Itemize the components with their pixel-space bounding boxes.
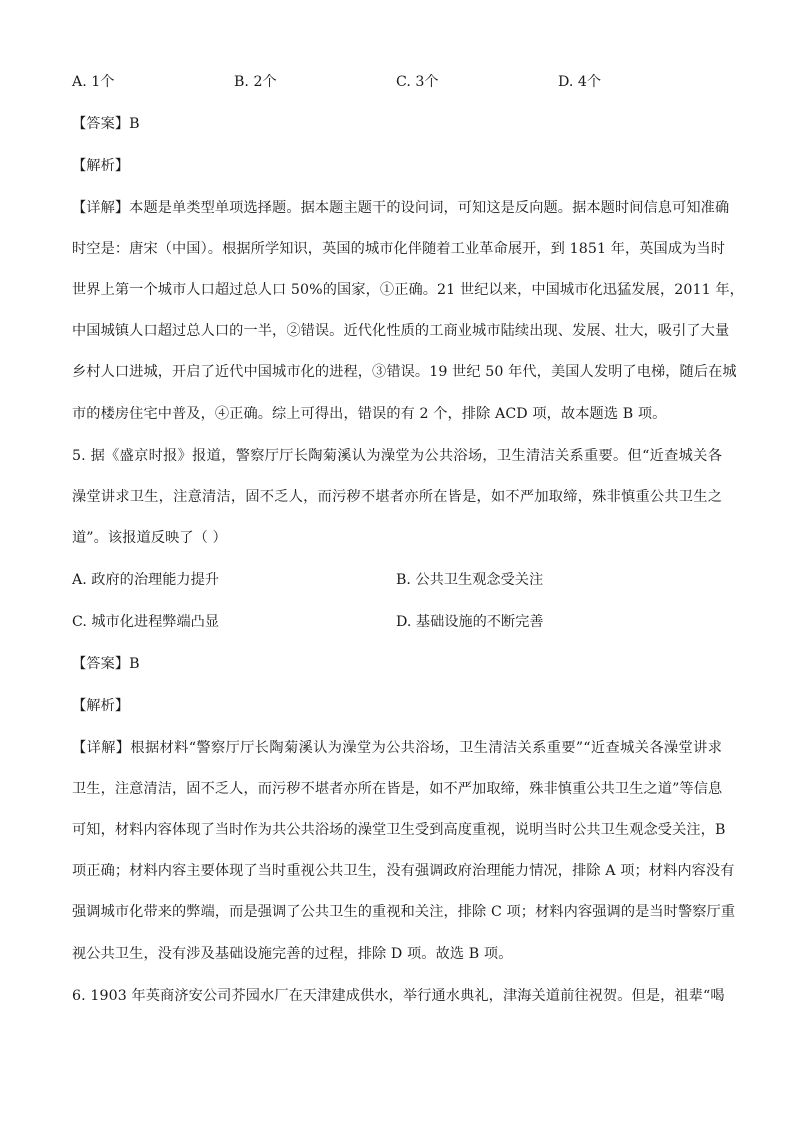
q4-answer: 【答案】B xyxy=(72,116,140,132)
q5-option-b: B. 公共卫生观念受关注 xyxy=(396,572,544,588)
q5-detail-line: 卫生，注意清洁，固不乏人，而污秽不堪者亦所在皆是，如不严加取缔，殊非慎重公共卫生之道”等信息 xyxy=(72,781,723,797)
q4-option-d: D. 4个 xyxy=(558,74,602,90)
q4-detail-line: 中国城镇人口超过总人口的一半，②错误。近代化性质的工商业城市陆续出现、发展、壮大，吸引了大量 xyxy=(72,323,730,339)
q5-option-c: C. 城市化进程弊端凸显 xyxy=(72,614,220,630)
q4-detail-line: 乡村人口进城，开启了近代中国城市化的进程，③错误。19 世纪 50 年代，美国人发明了电梯，随后在城 xyxy=(72,364,737,380)
q5-option-d: D. 基础设施的不断完善 xyxy=(396,614,544,630)
q5-stem-line: 道”。该报道反映了（ ） xyxy=(72,530,227,546)
q4-analysis-heading: 【解析】 xyxy=(72,158,130,174)
q5-stem-line: 澡堂讲求卫生，注意清洁，固不乏人，而污秽不堪者亦所在皆是，如不严加取缔，殊非慎重公共卫生之 xyxy=(72,489,722,505)
q5-answer: 【答案】B xyxy=(72,656,140,672)
q4-option-c: C. 3个 xyxy=(396,74,439,90)
q5-analysis-heading: 【解析】 xyxy=(72,698,130,714)
q5-stem-line: 5. 据《盛京时报》报道，警察厅厅长陶菊溪认为澡堂为公共浴场，卫生清洁关系重要。但“近查城关各 xyxy=(72,448,722,464)
q4-option-b: B. 2个 xyxy=(234,74,277,90)
q4-option-a: A. 1个 xyxy=(72,74,115,90)
q5-detail-line: 项正确；材料内容主要体现了当时重视公共卫生，没有强调政府治理能力情况，排除 A 项；材料内容没有 xyxy=(72,863,735,879)
q4-detail-line: 【详解】本题是单类型单项选择题。据本题主题干的设问词，可知这是反向题。据本题时间信息可知准确 xyxy=(72,200,730,216)
q5-detail-line: 【详解】根据材料“警察厅厅长陶菊溪认为澡堂为公共浴场，卫生清洁关系重要”“近查城关各澡堂讲求 xyxy=(72,740,722,756)
q5-detail-line: 可知，材料内容体现了当时作为共公共浴场的澡堂卫生受到高度重视，说明当时公共卫生观念受关注，B xyxy=(72,822,726,838)
q5-detail-line: 强调城市化带来的弊端，而是强调了公共卫生的重视和关注，排除 C 项；材料内容强调的是当时警察厅重 xyxy=(72,904,736,920)
q6-stem-line: 6. 1903 年英商济安公司芥园水厂在天津建成供水，举行通水典礼，津海关道前往祝贺。但是，祖辈“喝 xyxy=(72,988,725,1004)
q4-detail-line: 时空是：唐宋（中国）。根据所学知识，英国的城市化伴随着工业革命展开，到 1851 年，英国成为当时 xyxy=(72,241,725,257)
q4-detail-line: 市的楼房住宅中普及，④正确。综上可得出，错误的有 2 个，排除 ACD 项，故本题选 B 项。 xyxy=(72,406,667,422)
q5-detail-line: 视公共卫生，没有涉及基础设施完善的过程，排除 D 项。故选 B 项。 xyxy=(72,946,513,962)
q5-option-a: A. 政府的治理能力提升 xyxy=(72,572,219,588)
q4-detail-line: 世界上第一个城市人口超过总人口 50%的国家，①正确。21 世纪以来，中国城市化迅猛发展，2011 年， xyxy=(72,282,744,298)
